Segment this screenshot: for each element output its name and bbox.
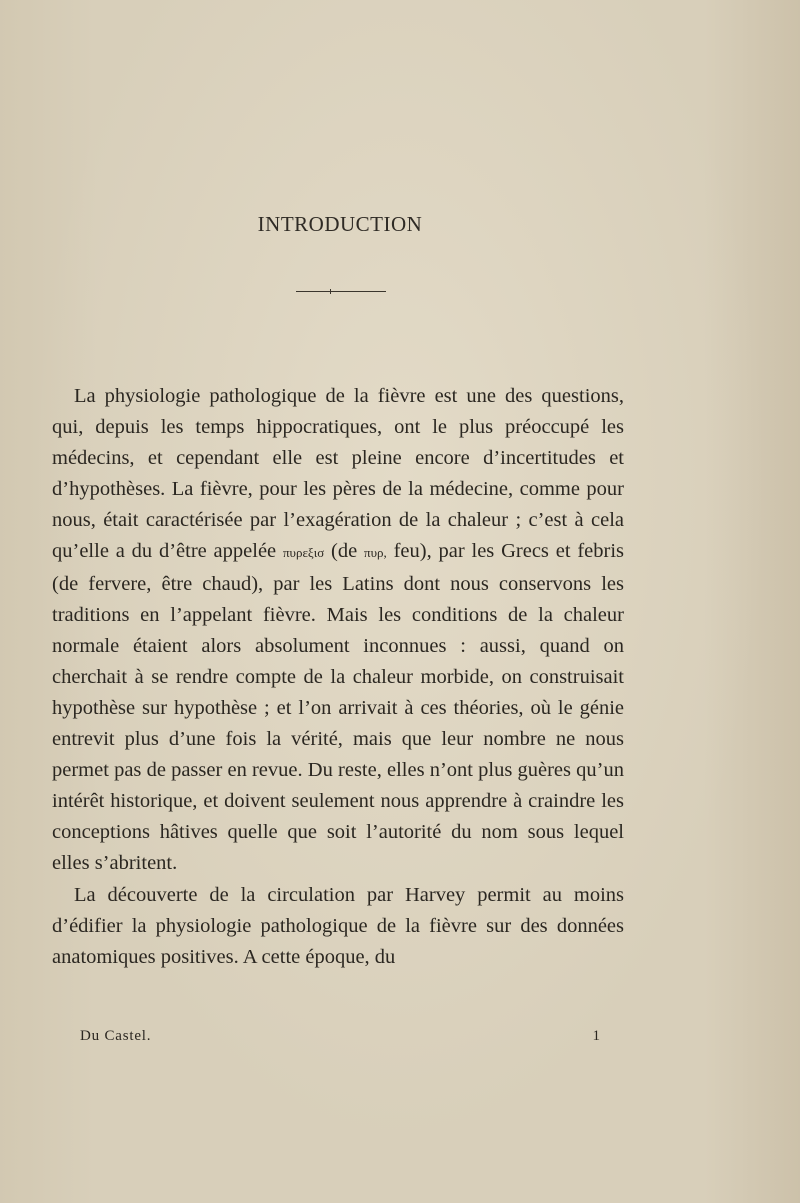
paragraph: La découverte de la circulation par Harvey permit au moins d’édifier la physiologie pathologique de la fièvre sur des données anatomiques positives. A cette époque, du <box>52 883 624 968</box>
greek-word: πυρεξισ <box>282 545 325 561</box>
page-number: 1 <box>592 1028 600 1044</box>
author-signature: Du Castel. <box>80 1028 152 1044</box>
divider-ornament <box>330 289 331 294</box>
heading-divider <box>296 291 386 292</box>
greek-word: πυρ, <box>364 545 387 561</box>
body-text <box>52 381 624 973</box>
paragraph-text: La physiologie pathologique de la fièvre est une des questions, qui, depuis les temps hippocratiques, ont le plus préoccupé les médecins, et cependant elle est pleine encore d’incertitudes et d’hypothèses. La fièvre, pour les pères de la médecine, comme pour nous, était caractérisée par l’exagération de la chaleur ; c’est à cela qu’elle a du d’être appelée <box>52 385 624 563</box>
paragraph <box>52 381 624 880</box>
paragraph-text: feu), par les Grecs et febris (de fervere, être chaud), par les Latins dont nous conservons les traditions en l’appelant fièvre. Mais les conditions de la chaleur normale étaient alors absolument inconnues : aussi, quand on cherchait à se rendre compte de la chaleur morbide, on construisait hypothèse sur hypothèse ; et l’on arrivait à ces théories, où le génie entrevit plus d’une fois la vérité, mais que leur nombre ne nous permet pas de passer en revue. Du reste, elles n’ont plus guères qu’un intérêt historique, et doivent seulement nous apprendre à craindre les conceptions hâtives quelle que soit l’autorité du nom sous lequel elles s’abritent. <box>52 540 625 875</box>
page-footer <box>80 1028 600 1050</box>
chapter-heading: INTRODUCTION <box>257 212 423 236</box>
paragraph-text: (de <box>324 540 365 563</box>
